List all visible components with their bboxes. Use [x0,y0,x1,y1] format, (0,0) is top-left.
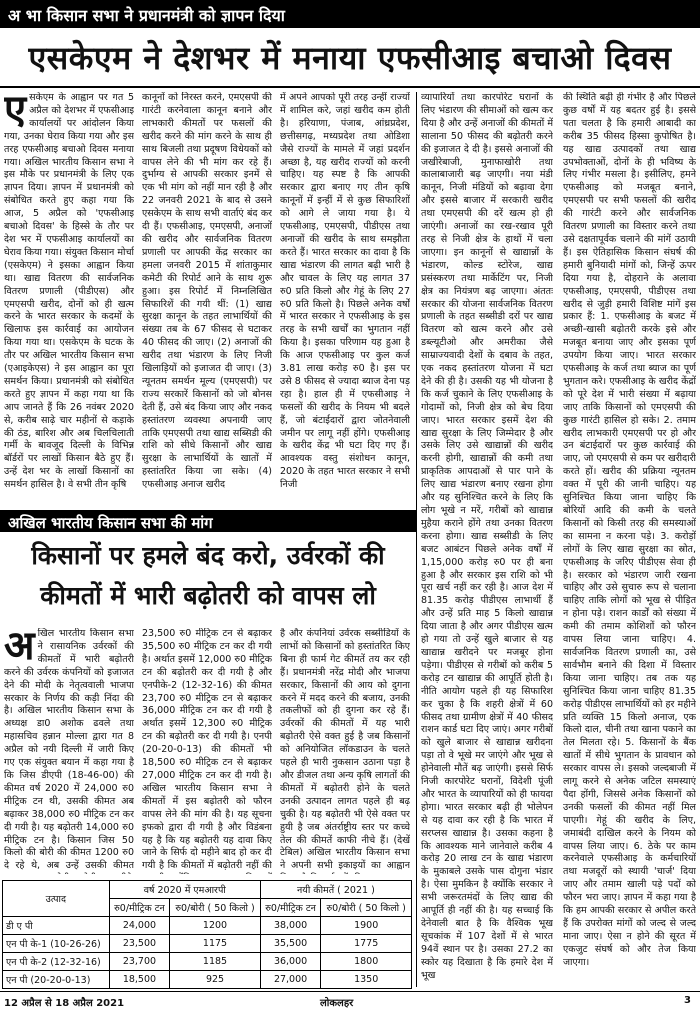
table-header-2021: नयी कीमतें ( 2021 ) [260,881,411,899]
table-subheader: रु0/बोरी ( 50 किलो ) [170,899,261,917]
section2-col1-text: खिल भारतीय किसान सभा ने रासायनिक उर्वरकों की कीमतों में भारी बढ़ोतरी करने की उर्वरक कंपनियों को इजाजत देने की मोदी के नेतृत्ववाली भाजपा सरकार के निर्णय की कड़ी निंदा की है। अखिल भारतीय किसान सभा के अध्यक्ष डा0 अशोक ढवले तथा महासचिव हन्नान मोल्ला द्वारा गत 8 अप्रैल को नयी दिल्ली में जारी किए गए एक संयुक्त बयान में कहा गया है कि जिस डीएपी (18-46-00) की कीमत वर्ष 2020 में 24,000 रु0 मीट्रिक टन थी, उसकी कीमत अब बढ़ाकर 38,000 रु0 मीट्रिक टन कर दी गयी है। यह बढ़ोतरी 14,000 रु0 मीट्रिक टन है। किसान जिस 50 किलो की बोरी की कीमत 1200 रु0 दे रहे थे, अब उन्हें उसकी कीमत [4,628,134,872]
article1-col4 [421,92,553,987]
table-cell: 38,000 [260,917,321,935]
table-cell: एन पी (20-20-0-13) [3,971,110,989]
table-row [3,935,412,953]
fertilizer-price-table [2,880,412,989]
footer-rule [0,991,700,992]
table-cell: 1800 [321,953,412,971]
section2-col2-text: 23,500 रु0 मीट्रिक टन से बढ़ाकर 35,500 रु0 मीट्रिक टन कर दी गयी है। अर्थात इसमें 12,000 रु0 मीट्रिक टन की बढ़ोतरी कर दी गयी है और एनपीके-2 (12-32-16) की कीमत 23,700 रु0 मीट्रिक टन से बढ़ाकर 36,000 मीट्रिक टन कर दी गयी है अर्थात इसमें 12,300 रु0 मीट्रिक टन की बढ़ोतरी कर दी गयी है। एनपी (20-20-0-13) की कीमतों भी 18,500 रु0 मीट्रिक टन से बढ़ाकर 27,000 मीट्रिक टन कर दी गयी है। अखिल भारतीय किसान सभा ने कीमतों में इस बढ़ोतरी को फौरन वापस लेने की मांग की है। यह सूचना इफको द्वारा दी गयी है और विडंबना यह है कि यह बढ़ोतरी यह दावा किए जाने के सिर्फ दो महीने बाद हो कर दी गयी है कि कीमतों में बढ़ोतरी नहीं की [142,628,272,872]
article1-col1-text: सकेएम के आह्वान पर गत 5 अप्रैल को देशभर में एफसीआइ कार्यालयों पर आंदोलन किया गया, उनका घेराव किया गया और इस तरह एफसीआइ बचाओ दिवस मनाया गया। अखिल भारतीय किसान सभा ने इस मौके पर प्रधानमंत्री के लिए एक ज्ञापन दिया। ज्ञापन में प्रधानमंत्री को संबोधित करते हुए कहा गया कि आज, 5 अप्रैल को 'एफसीआइ बचाओ दिवस' के हिस्से के तौर पर देश भर में एफसीआइ कार्यालयों का घेराव किया गया। संयुक्त किसान मोर्चा (एसकेएम) ने इसका आह्वान किया था। खाद्य वितरण की सार्वजनिक वितरण प्रणाली (पीडीएस) और एमएसपी खरीद, दोनों को ही खत्म करने के भारत सरकार के कदमों के खिलाफ इस कार्रवाई का आयोजन किया गया था। एसकेएम के घटक के तौर पर अखिल भारतीय किसान सभा (एआइकेएस) ने इस आह्वान का पूरा समर्थन किया। प्रधानमंत्री को संबोधित करते हुए ज्ञापन में कहा गया था कि आप जानते हैं कि 26 नवंबर 2020 से, करीब साढ़े चार महीनों से कड़ाके की ठंड, बारिश और अब चिलचिलाती गर्मी के बावजूद दिल्ली के विभिन्न बॉर्डरों पर लाखों किसान बैठे हुए हैं। उन्हें देश भर के लाखों किसानों का समर्थन हासिल है। वे सभी तीन कृषि [4,92,134,491]
table-header-row [3,881,412,899]
column-divider [416,92,417,987]
table-cell: 23,700 [109,953,170,971]
footer-publication: लोकलहर [320,998,354,1009]
table-subheader: रु0/मीट्रिक टन [109,899,170,917]
table-cell: 1350 [321,971,412,989]
article1-col5 [563,92,696,987]
article1-col3-text: में अपने आपको पूरी तरह उन्हीं राज्यों में शामिल करे, जहां खरीद कम होती है। हरियाणा, पंजाब, आंध्रप्रदेश, छत्तीसगढ़, मध्यप्रदेश तथा ओडिशा जैसे राज्यों के मामले में जहां प्रदर्शन अच्छा है, यह खरीद राज्यों को करनी चाहिए। यह स्पष्ट है कि आपकी सरकार द्वारा बनाए गए तीन कृषि कानूनों में इन्हीं में से कुछ सिफारिशों को आगे ले जाया गया है। ये एफसीआइ, एमएसपी, पीडीएस तथा अनाजों की खरीद के साथ समझौता करते हैं। भारत सरकार का दावा है कि खाद्य भंडारण की लागत बढ़ी भारी है और चावल के लिए यह लागत 37 रु0 प्रति किलो और गेहूं के लिए 27 रु0 प्रति किलो है। पिछले अनेक वर्षों में भारत सरकार ने एफसीआइ के इस तरह के सभी खर्चों का भुगतान नहीं किया है। इसका परिणाम यह हुआ है कि आज एफसीआइ पर कुल कर्ज 3.81 लाख करोड़ रु0 है। इस पर उसे 8 फीसद से ज्यादा ब्याज देना पड़ रहा है। हाल ही में एफसीआइ ने फसलों की खरीद के नियम भी बदले हैं, जो बंटाईदारों द्वारा जोतनेवाली जमीन पर लागू नहीं होंगे। एफसीआइ के खरीद केंद्र भी घटा दिए गए हैं। आवश्यक वस्तु संशोधन कानून, 2020 के तहत भारत सरकार ने सभी निजी [280,92,410,491]
section2-dropcap: अ [4,628,35,669]
table-cell: एन पी के-1 (10-26-26) [3,935,110,953]
table-cell: 1185 [170,953,261,971]
article1-col5-text: की स्थिति बढ़ी ही गंभीर है और पिछले कुछ वर्षों में यह बदतर हुई है। इससे पता चलता है कि हमारी आबादी का करीब 35 फीसद हिस्सा कुपोषित है। यह खाद्य उत्पादकों तथा खाद्य उपभोक्ताओं, दोनों के ही भविष्य के लिए गंभीर मसला है। इसीलिए, हमने एफसीआइ को मजबूत बनाने, एमएसपी पर सभी फसलों की खरीद की गारंटी करने और सार्वजनिक वितरण प्रणाली का विस्तार करने तथा उसे दक्षतापूर्वक चलाने की मांगें उठायी हैं। इस ऐतिहासिक किसान संघर्ष की हमारी बुनियादी मांगों को, जिन्हें ऊपर दिया गया है, दोहराने के अलावा एफसीआइ, एमएसपी, पीडीएस तथा खरीद से जुड़ी हमारी विशिष्ट मांगें इस प्रकार हैं: 1. एफसीआइ के बजट में अच्छी-खासी बढ़ोतरी करके इसे और मजबूत बनाया जाए और इसका पूर्ण उपयोग किया जाए। भारत सरकार एफसीआइ के कर्ज तथा ब्याज का पूर्ण भुगतान करे। एफसीआइ के खरीद केंद्रों को पूरे देश में भारी संख्या में बढ़ाया जाए ताकि किसानों को एमएसपी की कुछ गारंटी हासिल हो सके। 2. तमाम खरीद लाभकारी एमएसपी पर हो और उन बंटाईदारों पर कुछ कार्रवाई की जाए, जो एमएसपी से कम पर खरीदारी करते हों। खरीद की प्रक्रिया न्यूनतम वक्त में पूरी की जानी चाहिए। यह सुनिश्चित किया जाना चाहिए कि बोरियों आदि की कमी के चलते किसानों को किसी तरह की समस्याओं का सामना न करना पड़े। 3. करोड़ों लोगों के लिए खाद्य सुरक्षा का स्रोत, एफसीआइ के जरिए पीडीएस सेवा ही है। सरकार को भंडारण जारी रखना चाहिए और उसे सुचारु रूप से चलाना चाहिए ताकि लोगों को भूख से पीड़ित न होना पड़े। राशन कार्डों को संख्या में कमी की तमाम कोशिशों को फौरन वापस लिया जाना चाहिए। 4. सार्वजनिक वितरण प्रणाली का, उसे सार्वभौम बनाने की दिशा में विस्तार किया जाना चाहिए। तब तक यह सुनिश्चित किया जाना चाहिए 81.35 करोड़ पीडीएस लाभार्थियों को हर महीने प्रति व्यक्ति 15 किलो अनाज, एक किलो दाल, चीनी तथा खाना पकाने का तेल मिलता रहे। 5. किसानों के बैंक खातों में सीधे भुगतान के प्रावधान को सरकार वापस ले। इसको जल्दबाजी में लागू करने से अनेक जटिल समस्याएं पैदा होंगी, जिससे अनेक किसानों को उनकी फसलों की कीमत नहीं मिल पाएगी। गेहूं की खरीद के लिए, जमाबंदी दाखिल करने के नियम को वापस लिया जाए। 6. ठेके पर काम करनेवाले एफसीआइ के कर्मचारियों तथा मजदूरों को स्थायी 'चार्ज' दिया जाए और तमाम खाली पड़े पदों को फौरन भरा जाए। ज्ञापन में कहा गया है कि हम आपकी सरकार से अपील करते हैं कि उपरोक्त मांगों को जल्द से जल्द माना जाए। ऐसा न होने की सूरत में एकजुट संघर्ष को और तेज किया जाएगा। [563,92,696,968]
table-cell: 1900 [321,917,412,935]
table-cell: 23,500 [109,935,170,953]
table-row [3,953,412,971]
table-cell: 27,000 [260,971,321,989]
table-cell: 24,000 [109,917,170,935]
article1-dropcap: ए [4,92,27,133]
table-cell: 36,000 [260,953,321,971]
subhead-line1: किसानों पर हमले बंद करो, उर्वरकों की [31,541,385,570]
headline: एसकेएम ने देशभर में मनाया एफसीआइ बचाओ दिवस [28,39,672,77]
table-subheader: रु0/मीट्रिक टन [260,899,321,917]
table-cell: डी ए पी [3,917,110,935]
table-cell: 1175 [170,935,261,953]
article1-col2-text: कानूनों को निरस्त करने, एमएसपी की गारंटी करनेवाला कानून बनाने और लाभकारी कीमतों पर फसलों की खरीद करने की मांग करने के साथ ही साथ बिजली तथा प्रदूषण विधेयकों को वापस लेने की भी मांग कर रहे हैं। दुर्भाग्य से आपकी सरकार इनमें से एक भी मांग को नहीं मान रही है और 22 जनवरी 2021 के बाद से उसने एसकेएम के साथ सभी वार्ताएं बंद कर दी हैं। एफसीआइ, एमएसपी, अनाजों की खरीद और सार्वजनिक वितरण प्रणाली पर आपकी केंद्र सरकार का हमला जनवरी 2015 में शांताकुमार कमेटी की रिपोर्ट आने के साथ शुरू हुआ। इस रिपोर्ट में निम्नलिखित सिफारिशें की गयी थीं: (1) खाद्य सुरक्षा कानून के तहत लाभार्थियों की संख्या तब के 67 फीसद से घटाकर 40 फीसद की जाए। (2) अनाजों की खरीद तथा भंडारण के लिए निजी खिलाड़ियों को इजाजत दी जाए। (3) न्यूनतम समर्थन मूल्य (एमएसपी) पर राज्य सरकारें किसानों को जो बोनस देती हैं, उसे बंद किया जाए और नकद हस्तांतरण व्यवस्था अपनायी जाए ताकि एमएसपी तथा खाद्य सब्सिडी की राशि को सीधे किसानों और खाद्य सुरक्षा के लाभार्थियों के खातों में हस्तांतरित किया जा सके। (4) एफसीआइ अनाज खरीद [142,92,272,491]
table-cell: 1200 [170,917,261,935]
table-cell: 18,500 [109,971,170,989]
table-cell: 35,500 [260,935,321,953]
article1-col4-text: व्यापारियों तथा कारपोरेट घरानों के लिए भंडारण की सीमाओं को खत्म कर दिया है और उन्हें अनाजों की कीमतों में सालाना 50 फीसद की बढ़ोतरी करने की इजाजत दे दी है। इससे अनाजों की जखीरेबाजी, मुनाफाखोरी तथा कालाबाजारी बढ़ जाएगी। नया मंडी कानून, निजी मंडियों को बढ़ावा देगा और इससे बाजार में सरकारी खरीद तथा एमएसपी की दरें खत्म हो ही जाएंगी। अनाजों का रख-रखाव पूरी तरह से निजी क्षेत्र के हाथों में चला जाएगा। इन कानूनों से खाद्यान्नों के भंडारण, कोल्ड स्टोरेज, खाद्य प्रसंस्करण तथा मार्केटिंग पर, निजी क्षेत्र का नियंत्रण बढ़ जाएगा। अंततः सरकार की योजना सार्वजनिक वितरण प्रणाली के तहत सब्सीडी दरों पर खाद्य वितरण को खत्म करने और उसे डब्ल्यूटीओ और अमरीका जैसे साम्राज्यवादी देशों के दबाव के तहत, एक नकद हस्तांतरण योजना में घटा देने की ही है। उसकी यह भी योजना है कि कर्ज चुकाने के लिए एफसीआइ के गोदामों को, निजी क्षेत्र को बेच दिया जाए। भारत सरकार इसमें देश की खाद्य सुरक्षा के लिए जिम्मेदार है और उसके लिए उसे खाद्यान्नों की खरीद करनी होगी, खाद्यान्नों की कमी तथा प्राकृतिक आपदाओं से पार पाने के लिए खाद्य भंडारण बनाए रखना होगा और यह सुनिश्चित करने के लिए कि लोग भूखे न मरें, गरीबों को खाद्यान्न मुहैया कराने होंगे तथा उनका वितरण करना होगा। खाद्य सब्सीडी के लिए बजट आबंटन पिछले अनेक वर्षों में 1,15,000 करोड़ रु0 पर ही बना हुआ है और सरकार इस राशि को भी पूरा खर्च नहीं कर रही है। आज देश में 81.35 करोड़ पीडीएस लाभार्थी हैं और उन्हें प्रति माह 5 किलो खाद्यान्न दिया जाता है और अगर पीडीएस खत्म हो गया तो उन्हें खुले बाजार से यह खाद्यान्न खरीदने पर मजबूर होना पड़ेगा। पीडीएस से गरीबों को करीब 5 करोड़ टन खाद्यान्न की आपूर्ति होती है। नीति आयोग पहले ही यह सिफारिश कर चुका है कि शहरी क्षेत्रों में 60 फीसद तथा ग्रामीण क्षेत्रों में 40 फीसद राशन कार्ड घटा दिए जाएं। अगर गरीबों को खुले बाजार से खाद्यान्न खरीदना पड़ा तो वे भूखे मर जाएंगे और भूख से होनेवाली मौतें बढ़ जाएंगी। इससे सिर्फ निजी कारपोरेट घरानों, विदेशी पूंजी और भारत के व्यापारियों को ही फायदा होगा। भारत सरकार बढ़ी ही भोलेपन से यह दावा कर रही है कि भारत में सरप्लस खाद्यान्न है। उसका कहना है कि आवश्यक माने जानेवाले करीब 4 करोड़ 20 लाख टन के खाद्य भंडारण के मुकाबले उसके पास दोगुना भंडार है। ऐसा मुमकिन है क्योंकि सरकार ने सभी जरूरतमंदों के लिए खाद्य की आपूर्ति ही नहीं की है। यह सच्चाई कि देनेवाली बात है कि वैश्विक भूख सूचकांक में 107 देशों में से भारत 94वें स्थान पर है। उसका 27.2 का स्कोर यह दिखाता है कि हमारे देश में भूख [421,92,553,981]
table-row [3,971,412,989]
table-cell: 1775 [321,935,412,953]
footer-page-number: 3 [684,995,691,1006]
article1-col2 [142,92,272,502]
section2-banner-text: अखिल भारतीय किसान सभा की मांग [8,514,213,532]
section2-col3 [280,628,410,874]
article1-col1 [4,92,134,502]
subhead-line2: कीमतों में भारी बढ़ोतरी को वापस लो [40,581,376,610]
article1-col3 [280,92,410,502]
table-subheader: रु0/बोरी ( 50 किलो ) [321,899,412,917]
top-banner [0,0,700,28]
table-row [3,917,412,935]
table-header-product: उत्पाद [3,881,110,917]
footer-date: 12 अप्रैल से 18 अप्रैल 2021 [4,998,125,1009]
section2-col2 [142,628,272,874]
section2-col3-text: है और कंपनियां उर्वरक सब्सीडियों के लाभों को किसानों को हस्तांतरित किए बिना ही फार्म गेट कीमतें तय कर रही हैं। प्रधानमंत्री नरेंद्र मोदी और भाजपा सरकार, किसानों की आय को दुगना करने में मदद करने की बजाय, उनकी तकलीफों को ही दुगना कर रहे हैं। उर्वरकों की कीमतों में यह भारी बढ़ोतरी ऐसे वक्त हुई है जब किसानों को अनियोजित लॉकडाउन के चलते पहले ही भारी नुकसान उठाना पड़ा है और डीजल तथा अन्य कृषि लागतों की कीमतों में बढ़ोतरी होने के चलते उनकी उत्पादन लागत पहले ही बढ़ चुकी है। यह बढ़ोतरी भी ऐसे वक्त पर हुयी है जब अंतर्राष्ट्रीय स्तर पर कच्चे तेल की कीमतें काफी नीचे हैं। (देखें टेबिल) अखिल भारतीय किसान सभा ने अपनी सभी इकाइयों का आह्वान [280,628,410,872]
section2-banner [0,510,416,532]
top-banner-text: अ भा किसान सभा ने प्रधानमंत्री को ज्ञापन दिया [8,6,285,25]
footer [0,995,700,1010]
table-header-2020: वर्ष 2020 में एमआरपी [109,881,260,899]
table-cell: 925 [170,971,261,989]
table-cell: एन पी के-2 (12-32-16) [3,953,110,971]
section2-subhead [0,536,416,622]
section2-col1 [4,628,134,874]
headline-rule [0,86,700,88]
